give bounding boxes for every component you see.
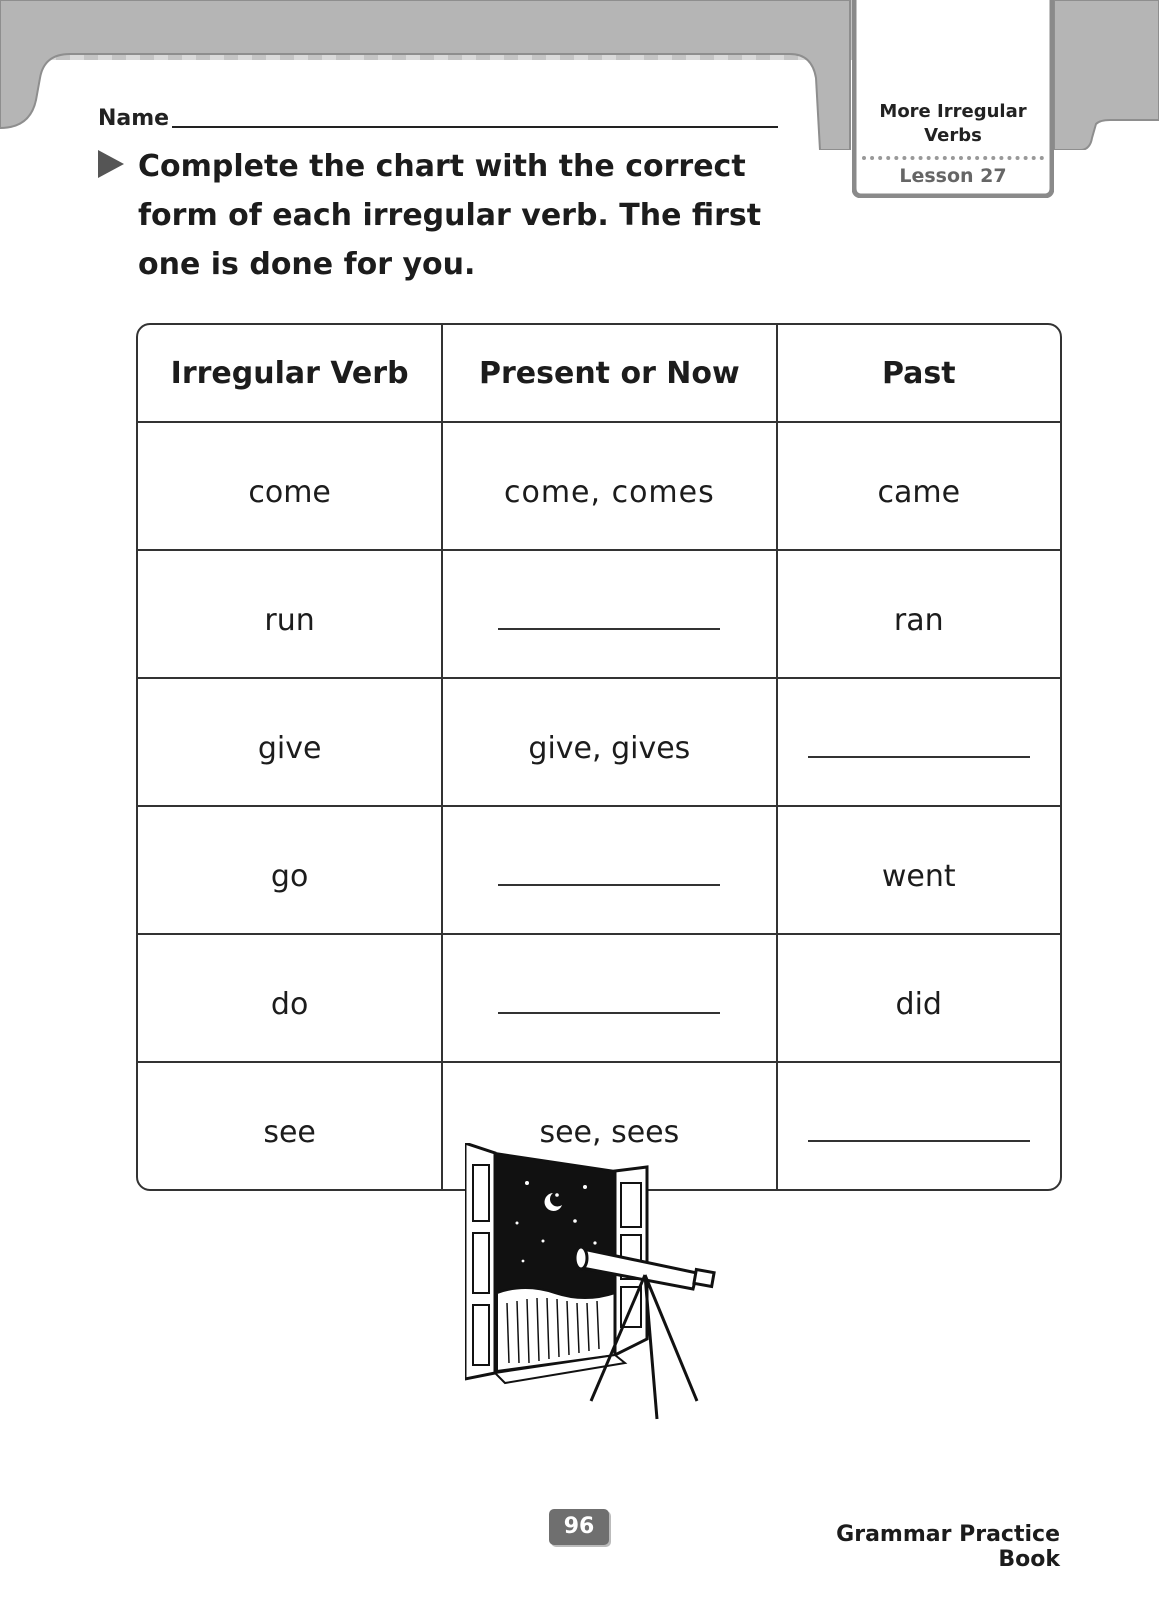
lesson-tab <box>852 0 1054 198</box>
play-arrow-icon <box>98 150 124 178</box>
present-cell-blank[interactable] <box>443 807 777 935</box>
lesson-title: More Irregular Verbs <box>879 101 1027 146</box>
answer-line[interactable] <box>808 756 1030 758</box>
telescope-window-illustration <box>465 1143 745 1443</box>
book-title: Grammar Practice Book <box>836 1522 1060 1572</box>
past-cell-blank[interactable] <box>778 1063 1060 1189</box>
past-cell: came <box>778 423 1060 551</box>
present-cell-example: come, comes <box>443 423 777 551</box>
header-irregular-verb: Irregular Verb <box>138 325 443 423</box>
lesson-number: Lesson 27 <box>899 165 1007 187</box>
table-row <box>138 935 1060 1063</box>
verb-cell: come <box>138 423 443 551</box>
past-cell: did <box>778 935 1060 1063</box>
verb-cell: go <box>138 807 443 935</box>
present-cell-blank[interactable] <box>443 551 777 679</box>
present-cell: give, gives <box>443 679 777 807</box>
past-cell: ran <box>778 551 1060 679</box>
verb-cell: do <box>138 935 443 1063</box>
table-row <box>138 423 1060 551</box>
instruction-text: Complete the chart with the correct form of each irregular verb. The first one is done for you. <box>138 149 762 282</box>
present-cell: see, sees <box>443 1063 777 1189</box>
table-row <box>138 551 1060 679</box>
table-row <box>138 807 1060 935</box>
verb-chart <box>136 323 1062 1191</box>
verb-cell: run <box>138 551 443 679</box>
answer-line[interactable] <box>498 884 720 886</box>
name-line <box>172 126 778 128</box>
answer-line[interactable] <box>808 1140 1030 1142</box>
header-past: Past <box>778 325 1060 423</box>
verb-cell: see <box>138 1063 443 1189</box>
past-cell-blank[interactable] <box>778 679 1060 807</box>
answer-line[interactable] <box>498 628 720 630</box>
name-label: Name <box>98 106 170 131</box>
lesson-divider <box>862 156 1044 160</box>
answer-line[interactable] <box>498 1012 720 1014</box>
page-number-badge: 96 <box>549 1509 609 1545</box>
past-cell: went <box>778 807 1060 935</box>
present-cell-blank[interactable] <box>443 935 777 1063</box>
table-row <box>138 679 1060 807</box>
header-present: Present or Now <box>443 325 777 423</box>
chart-header-row <box>138 325 1060 423</box>
verb-cell: give <box>138 679 443 807</box>
